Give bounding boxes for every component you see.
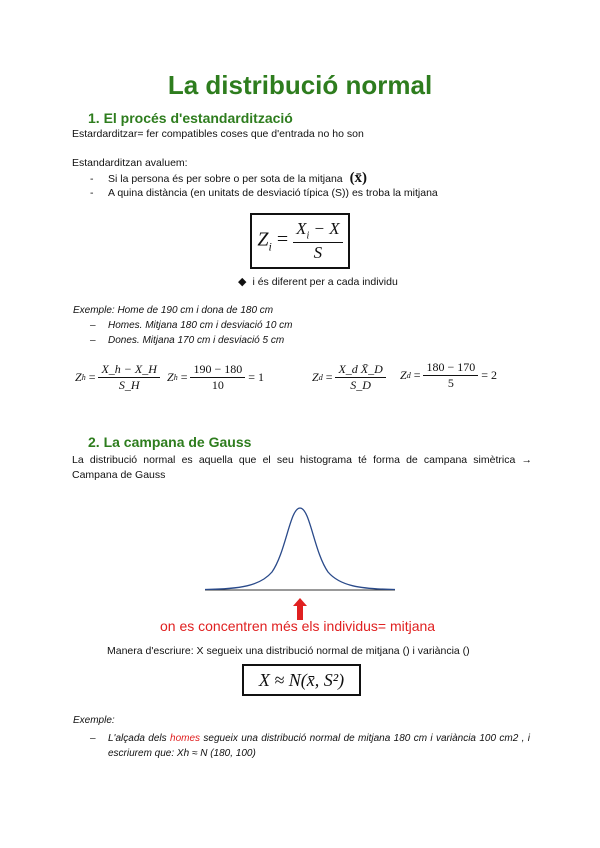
- zh-formula: Z h = $\frac{X\_h - X\_H}{S\_H}$: [75, 362, 160, 393]
- homes-highlight: homes: [170, 733, 201, 744]
- diamond-icon: ◆: [238, 276, 247, 288]
- notation-line: Manera d'escriure: X segueix una distribució normal de mitjana () i variància (): [107, 645, 470, 657]
- mean-annotation: on es concentren més els individus= mitjana: [160, 618, 436, 634]
- intro-line: Estandarditzan avaluem:: [72, 157, 188, 169]
- definition-line: Estardarditzar= fer compatibles coses que d'entrada no ho son: [72, 128, 364, 140]
- example2-item: – L'alçada dels homes segueix una distribució normal de mitjana 180 cm i variància 100 cm2 , i escriurem que: Xh ≈ N (180, 100): [90, 733, 531, 759]
- normal-formula-box: [242, 664, 361, 696]
- example-item: – Homes. Mitjana 180 cm i desviació 10 cm: [90, 320, 293, 331]
- mean-symbol: (x̄): [349, 170, 368, 186]
- red-arrow-icon: [293, 598, 307, 620]
- gauss-paragraph: La distribució normal es aquella que el seu histograma té forma de campana simètrica → Campana de Gauss: [72, 454, 532, 481]
- example-title: Exemple: Home de 190 cm i dona de 180 cm: [73, 305, 274, 316]
- page-title: La distribució normal: [167, 70, 433, 100]
- section1-heading: 1. El procés d'estandardització: [88, 110, 293, 126]
- zh-calculation: Z h = $\frac{190 - 180}{10}$ = 1: [167, 362, 265, 392]
- bullet-item: - A quina distància (en unitats de desviació típica (S)) es troba la mitjana: [90, 187, 438, 199]
- gauss-curve-chart: [200, 490, 400, 595]
- z-formula-box: [250, 213, 350, 269]
- zd-formula: Z d = $\frac{\text{X\_d X̄\_D}}{S\_D}$: [312, 362, 386, 393]
- zd-calculation: Z d = $\frac{180 - 170}{5}$ = 2: [400, 360, 498, 390]
- z-formula: $Z_i$ = $\frac{X_i - X}{S}$: [257, 219, 342, 262]
- example2-label: Exemple:: [73, 715, 115, 726]
- diamond-note: ◆ i és diferent per a cada individu: [238, 276, 398, 288]
- bullet-item: - Si la persona és per sobre o per sota de la mitjana (x̄): [90, 170, 368, 186]
- bell-curve: [205, 508, 395, 590]
- example-item: – Dones. Mitjana 170 cm i desviació 5 cm: [90, 335, 285, 346]
- section2-heading: 2. La campana de Gauss: [88, 434, 252, 450]
- normal-formula: X ≈ N(x̄, S²): [258, 669, 345, 690]
